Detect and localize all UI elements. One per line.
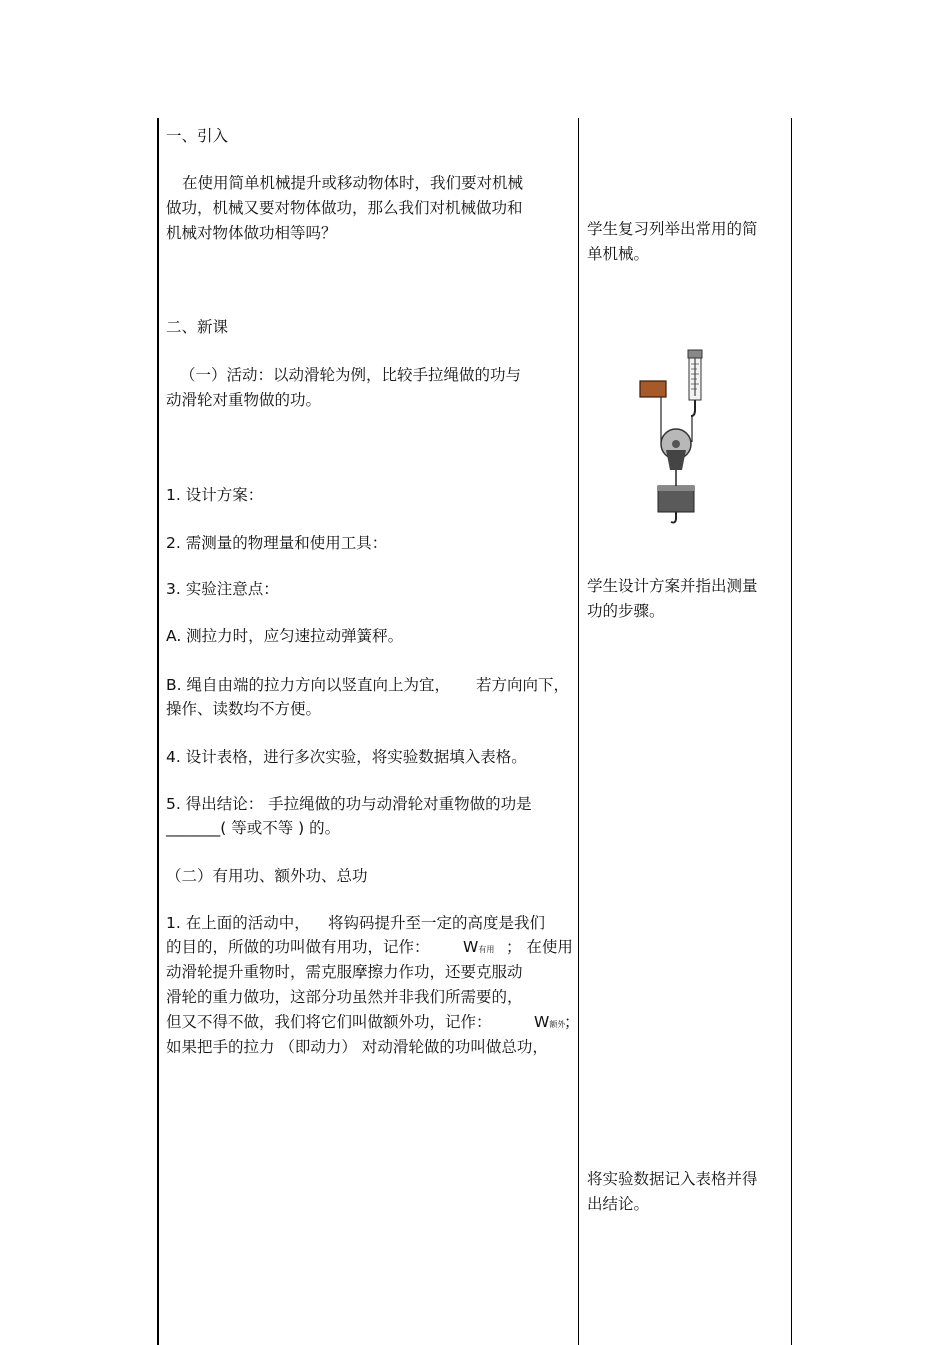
activity-line-2: 动滑轮对重物做的功。 [166, 391, 322, 409]
intro-line-1: 在使用简单机械提升或移动物体时，我们要对机械 [182, 174, 524, 192]
side-note-1-line-1: 学生复习列举出常用的简 [587, 220, 758, 238]
table-left-border [157, 118, 159, 1345]
intro-line-2: 做功，机械又要对物体做功，那么我们对机械做功和 [166, 199, 523, 217]
para1-line-3: 动滑轮提升重物时，需克服摩擦力作功，还要克服动 [166, 963, 523, 981]
side-note-3-line-1: 将实验数据记入表格并得 [587, 1170, 758, 1188]
para1-line-5b: ； [564, 1013, 580, 1031]
step-3: 3. 实验注意点： [166, 580, 279, 598]
w-useful-subscript: 有用 [478, 945, 495, 954]
para1-line-6: 如果把手的拉力 （即动力） 对动滑轮做的功叫做总功， [166, 1038, 548, 1056]
table-column-divider [578, 118, 579, 1345]
w-extra-symbol [534, 1010, 565, 1037]
para1-line-4: 滑轮的重力做功，这部分功虽然并非我们所需要的， [166, 988, 523, 1006]
step-1: 1. 设计方案： [166, 486, 264, 504]
side-note-2-line-2: 功的步骤。 [587, 602, 665, 620]
side-note-2-line-1: 学生设计方案并指出测量 [587, 577, 758, 595]
intro-heading: 一、引入 [166, 127, 229, 145]
note-b-line-2: 操作、读数均不方便。 [166, 700, 322, 718]
pulley-apparatus-illustration [636, 346, 720, 530]
activity-line-1: （一）活动：以动滑轮为例，比较手拉绳做的功与 [180, 366, 522, 384]
para1-line-1b: 将钩码提升至一定的高度是我们 [328, 914, 546, 932]
note-a: A. 测拉力时，应匀速拉动弹簧秤。 [166, 627, 404, 645]
step-2: 2. 需测量的物理量和使用工具： [166, 534, 388, 552]
section-2-heading: （二）有用功、额外功、总功 [166, 867, 368, 885]
para1-line-2b: ； 在使用 [506, 938, 573, 956]
step-4: 4. 设计表格，进行多次实验，将实验数据填入表格。 [166, 748, 527, 766]
step-5-line-1: 5. 得出结论： 手拉绳做的功与动滑轮对重物做的功是 [166, 795, 532, 813]
intro-line-3: 机械对物体做功相等吗？ [166, 224, 337, 242]
step-5-line-2: _______( 等或不等 ) 的。 [166, 819, 341, 837]
side-note-1-line-2: 单机械。 [587, 245, 650, 263]
para1-line-1a: 1. 在上面的活动中， [166, 914, 310, 932]
note-b-line-1b: 若方向向下， [476, 676, 570, 694]
side-note-3-line-2: 出结论。 [587, 1195, 650, 1213]
w-extra-subscript: 额外 [549, 1020, 566, 1029]
table-right-border [791, 118, 792, 1345]
note-b-line-1a: B. 绳自由端的拉力方向以竖直向上为宜， [166, 676, 450, 694]
para1-line-5a: 但又不得不做，我们将它们叫做额外功，记作： [166, 1013, 492, 1031]
w-useful-symbol [463, 935, 494, 962]
new-lesson-heading: 二、新课 [166, 318, 229, 336]
w-useful-letter: W [463, 938, 479, 956]
para1-line-2a: 的目的，所做的功叫做有用功，记作： [166, 938, 430, 956]
w-extra-letter: W [534, 1013, 550, 1031]
